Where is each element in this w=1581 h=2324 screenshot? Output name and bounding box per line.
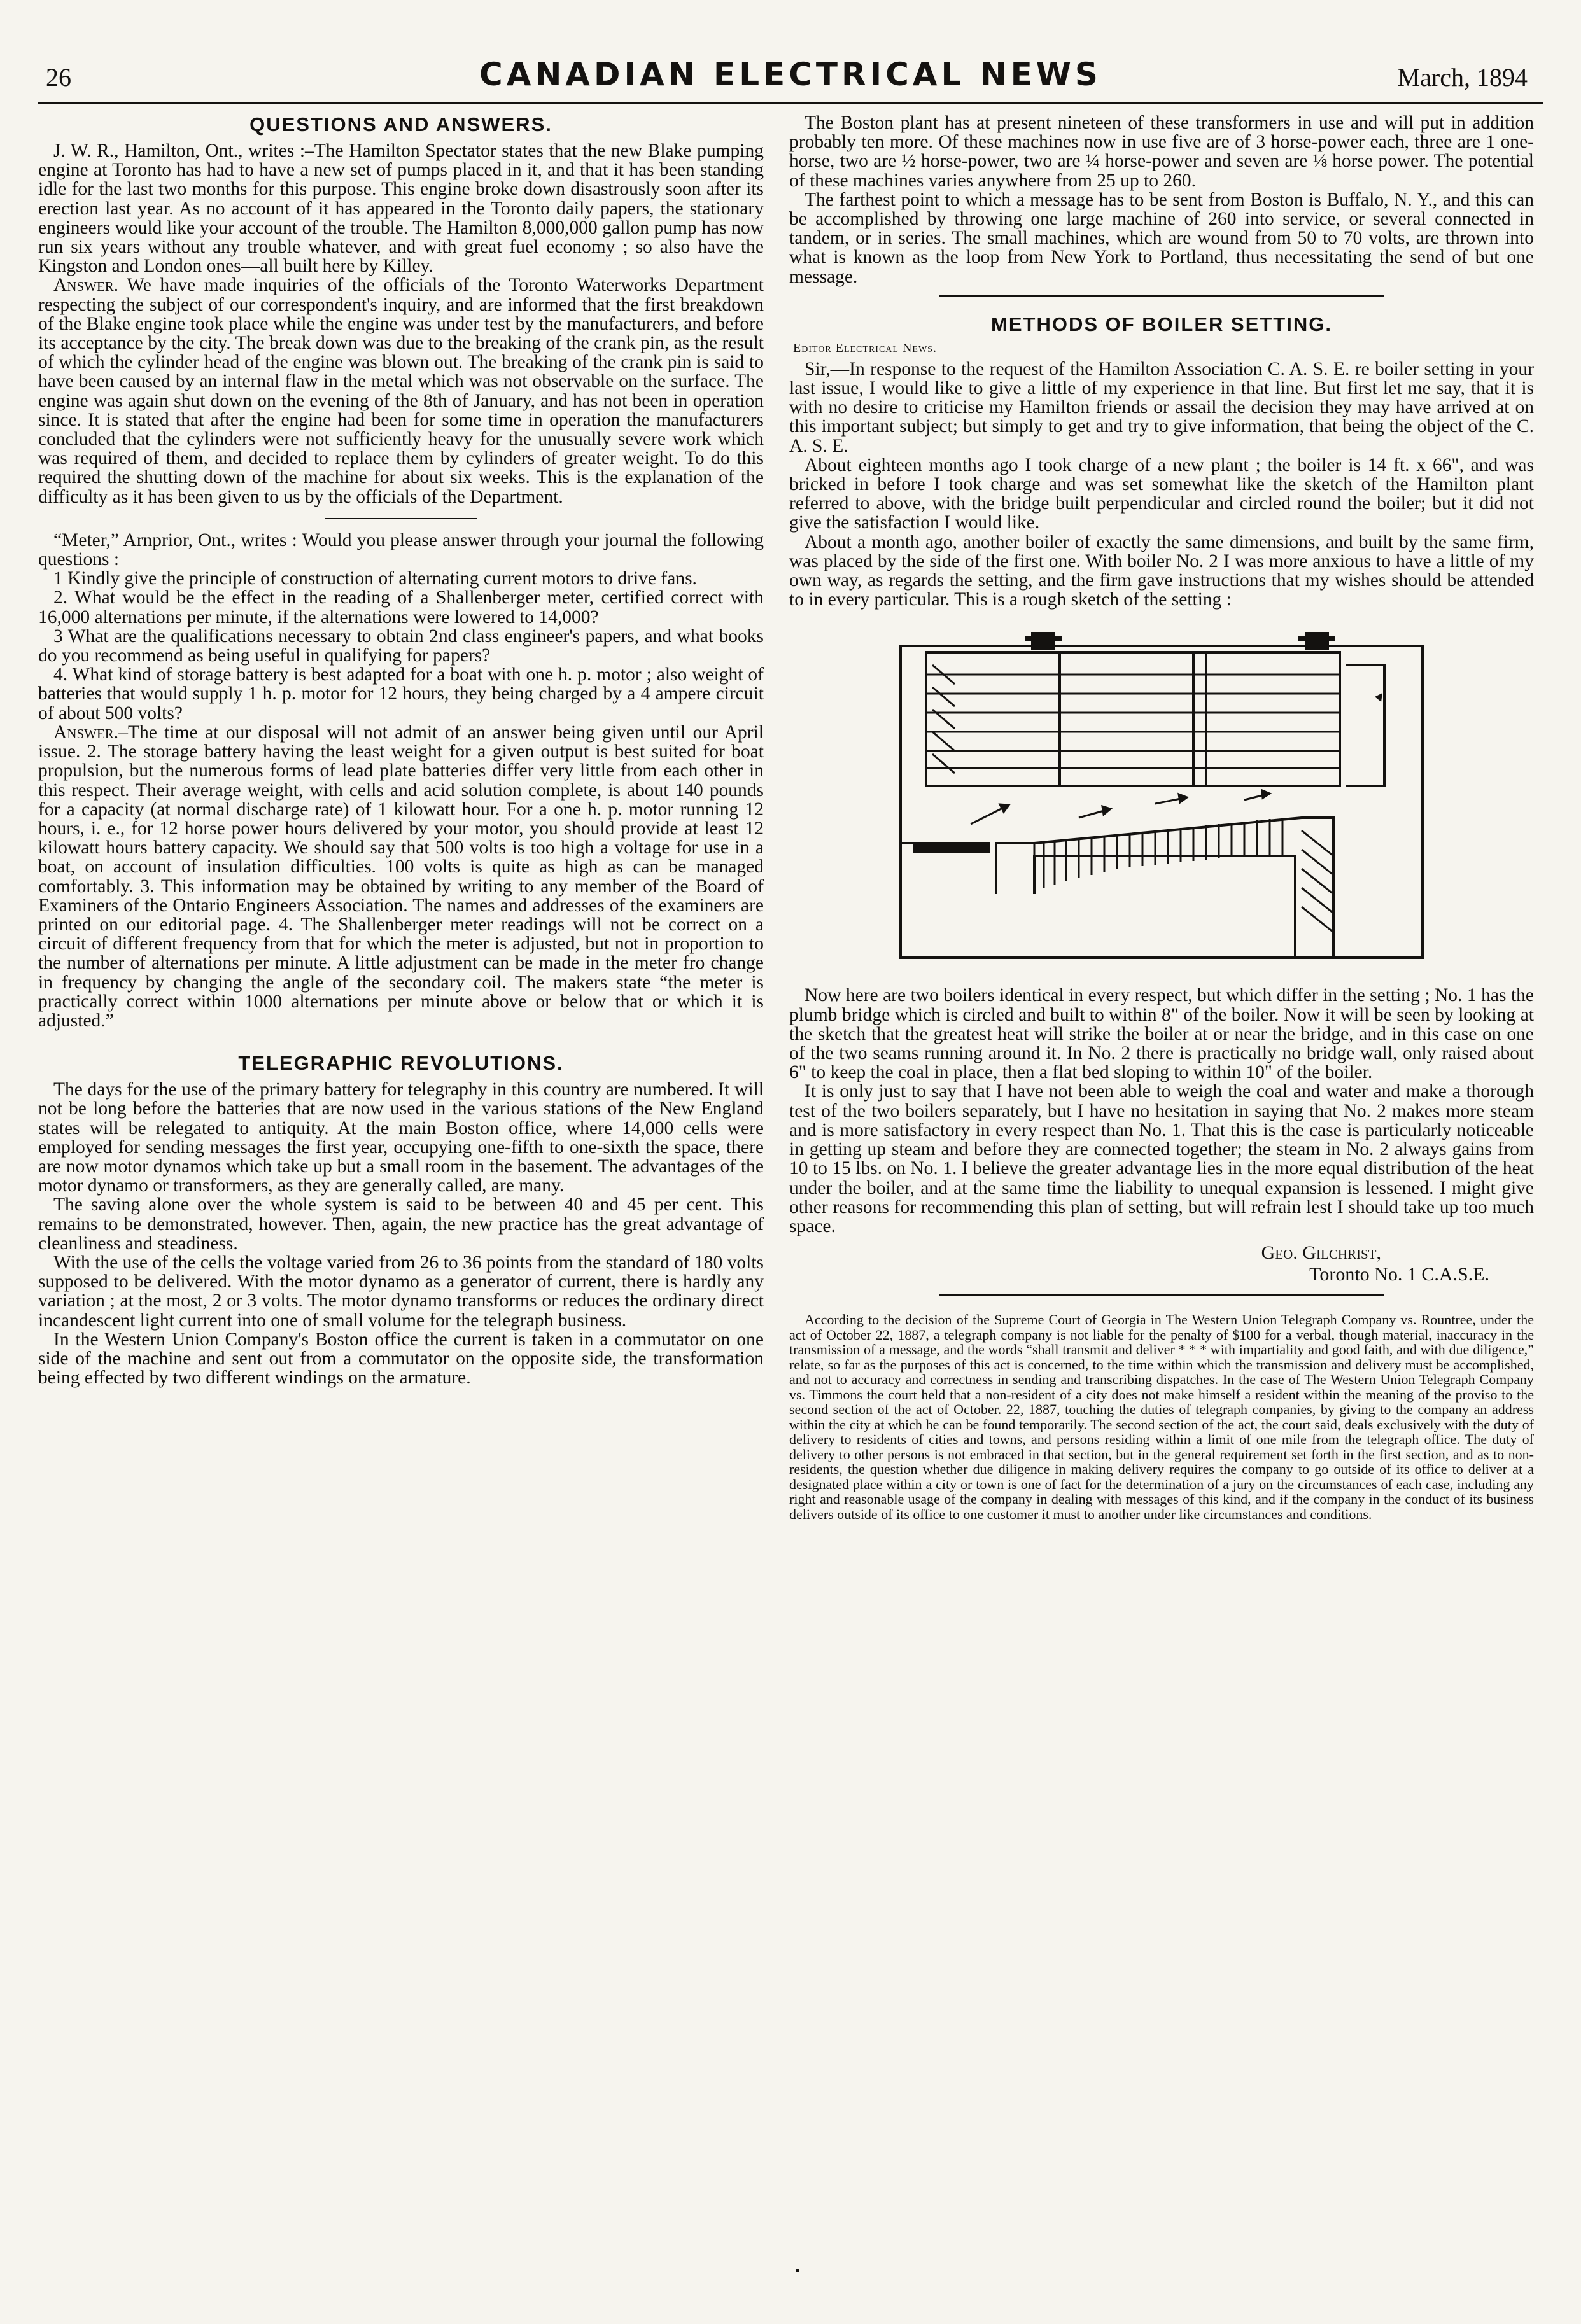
qa-question-1: J. W. R., Hamilton, Ont., writes :–The Hamilton Spectator states that the new Blake pumping engine at Toronto has had to have a new set of pumps placed in it, and that it has been standing idle for the last two months for this purpose. This engine broke down disastrously soon after its erection last year. As no account of it has appeared in the Toronto daily papers, the stationary engineers would like your account of the trouble. The Hamilton 8,000,000 gallon pump has now run six years without any trouble whatever, and with great fuel economy ; so also have the Kingston and London ones—all built here by Killey. <box>38 141 764 277</box>
header-rule <box>38 102 1543 104</box>
telegraphic-para: In the Western Union Company's Boston office the current is taken in a commutator on one side of the machine and sent out from a commutator on the opposite side, the transformation being effected by two different windings on the armature. <box>38 1329 764 1389</box>
section-rule <box>939 295 1384 304</box>
page-mark <box>796 2269 799 2272</box>
qa-answer-2 <box>38 723 764 1030</box>
boiler-heading: METHODS OF BOILER SETTING. <box>991 312 1332 335</box>
qa-answer-2-text: –The time at our disposal will not admit of an answer being given until our April issue. 2. The storage battery having the least weight for a given output is best suited for boat propulsion, but the numerous forms of lead plate batteries differ very little from each other in this respect. Their average weight, with cells and acid solution complete, is about 140 pounds for a capacity (at normal discharge rate) of 1 kilowatt hour. For a one h. p. motor running 12 hours, i. e., for 12 horse power hours delivered by your motor, you should provide at least 12 kilowatt hours battery capacity. We should say that 500 volts is too high a voltage for use in a boat, on account of insulation difficulties. 100 volts is quite as high as can be managed comfortably. 3. This information may be obtained by writing to any member of the Board of Examiners of the Ontario Engineers Association. The names and addresses of the examiners are printed on our editorial page. 4. The Shallenberger meter readings will not be correct on a circuit of different frequency from that for which the meter is adjusted, but not in proportion to the number of alternations per minute. A little adjustment can be made in the meter fro change in frequency by changing the angle of the secondary coil. The makers state “the meter is practically correct within 1000 alternations per minute above or below that or which it is adjusted.” <box>38 722 764 1031</box>
qa-question-2-intro: “Meter,” Arnprior, Ont., writes : Would you please answer through your journal the following questions : <box>38 529 764 570</box>
answer-label: Answer. <box>53 722 119 743</box>
qa-question-item: 4. What kind of storage battery is best adapted for a boat with one h. p. motor ; also weight of batteries that would supply 1 h. p. motor for 12 hours, they being charged by a 4 ampere circuit of about 500 volts? <box>38 664 764 724</box>
footnote <box>789 1312 1534 1522</box>
footnote-rule <box>939 1294 1384 1303</box>
boiler-para: About eighteen months ago I took charge of a new plant ; the boiler is 14 ft. x 66", and was bricked in before I took charge and was set somewhat like the sketch of the Hamilton plant referred to above, with the bridge built perpendicular and circled round the boiler; but it did not give the satisfaction I would like. <box>789 454 1534 533</box>
qa-question-item: 3 What are the qualifications necessary to obtain 2nd class engineer's papers, and what books do you recommend as being useful in qualifying for papers? <box>38 626 764 666</box>
signature-place: Toronto No. 1 C.A.S.E. <box>1309 1264 1489 1285</box>
telegraphic-para: With the use of the cells the voltage varied from 26 to 36 points from the standard of 180 volts supposed to be delivered. With the motor dynamo as a generator of current, there is hardly any variation ; at the most, 2 or 3 volts. The motor dynamo transforms or reduces the ordinary direct incandescent light current into one of small volume for the telegraph business. <box>38 1252 764 1331</box>
short-divider <box>325 518 477 519</box>
telegraphic-continued-para: The farthest point to which a message has to be sent from Boston is Buffalo, N. Y., and this can be accomplished by throwing one large machine of 260 into service, or several connected in tandem, or in series. The small machines, which are wound from 50 to 70 volts, are thrown into what is known as the loop from New York to Portland, thus necessitating the send of but one message. <box>789 189 1534 287</box>
qa-heading: QUESTIONS AND ANSWERS. <box>249 113 552 136</box>
left-column <box>38 113 764 1387</box>
qa-answer-1 <box>38 276 764 506</box>
telegraphic-para: The saving alone over the whole system is said to be between 40 and 45 per cent. This remains to be demonstrated, however. Then, again, the new practice has the great advantage of cleanliness and steadiness. <box>38 1194 764 1254</box>
signature <box>789 1242 1534 1285</box>
answer-label: Answer. <box>53 275 119 296</box>
telegraphic-continued-para: The Boston plant has at present nineteen of these transformers in use and will put in addition probably ten more. Of these machines now in use five are of 3 horse-power each, three are 1 one-horse, two are ½ horse-power, two are ¼ horse-power and seven are ⅛ horse power. The potential of these machines varies anywhere from 25 up to 260. <box>789 113 1534 191</box>
right-column <box>789 113 1534 1522</box>
signature-name: Geo. Gilchrist, <box>1261 1242 1381 1264</box>
footnote-text: According to the decision of the Supreme Court of Georgia in The Western Union Telegraph Company vs. Rountree, under the act of October 22, 1887, a telegraph company is not liable for the penalty of $100 for a verbal, though material, inaccuracy in the transmission of a message, and the words “shall transmit and deliver * * * with impartiality and good faith, and with due diligence,” relate, so far as the purposes of this act is concerned, to the time within which the transmission and delivery must be accomplished, and not to accuracy and correctness in sending and transcribing dispatches. In the case of The Western Union Telegraph Company vs. Timmons the court held that a non-resident of a city does not make himself a resident within the meaning of the proviso to the second section of the act of October. 22, 1887, touching the duties of telegraph companies, by giving to the company an address within the city at which he can be found temporarily. The second section of the act, the court said, deals exclusively with the duty of delivery to residents of cities and towns, and persons residing within a limit of one mile from the telegraph office. The duty of delivery to other persons is not embraced in that section, but in the general requirement set forth in the first section, and as to non-residents, the question whether due diligence in making delivery requires the company to go outside of its office to deliver at a designated place within a city or town is one of fact for the determination of a jury on the circumstances of each case, including any right and reasonable usage of the company in dealing with messages of this kind, and if the company in the conduct of its business delivers outside of its office to one customer it must to another under like circumstances and conditions. <box>789 1312 1534 1522</box>
boiler-setting-sketch <box>888 627 1435 970</box>
boiler-para: Sir,—In response to the request of the Hamilton Association C. A. S. E. re boiler setting in your last issue, I would like to give a little of my experience in that line. But first let me say, that it is with no desire to criticise my Hamilton friends or assail the decision they may have arrived at on this important subject; but simply to get and try to give information, that being the object of the C. A. S. E. <box>789 358 1534 456</box>
boiler-para: About a month ago, another boiler of exactly the same dimensions, and built by the same firm, was placed by the side of the first one. With boiler No. 2 I was more anxious to have a little of my own way, as regards the setting, and the firm gave instructions that my wishes should be attended to in every particular. This is a rough sketch of the setting : <box>789 531 1534 610</box>
telegraphic-heading: TELEGRAPHIC REVOLUTIONS. <box>238 1052 564 1075</box>
boiler-para: Now here are two boilers identical in every respect, but which differ in the setting ; No. 1 has the plumb bridge which is circled and built to within 8" of the boiler. Now it will be seen by looking at the sketch that the greatest heat will strike the boiler at or near the bridge, and in this case on one of the two seams running around it. In No. 2 there is practically no bridge wall, only raised about 6" to keep the coal in place, then a flat bed sloping to within 10" of the boiler. <box>789 985 1534 1083</box>
editor-line: Editor Electrical News. <box>793 340 937 355</box>
qa-question-item: 2. What would be the effect in the reading of a Shallenberger meter, certified correct with 16,000 alternations per minute, if the alternations were lowered to 14,000? <box>38 587 764 627</box>
qa-question-item: 1 Kindly give the principle of construction of alternating current motors to drive fans. <box>53 568 697 589</box>
masthead: CANADIAN ELECTRICAL NEWS <box>479 56 1102 93</box>
issue-date: March, 1894 <box>1397 63 1528 92</box>
boiler-para: It is only just to say that I have not been able to weigh the coal and water and make a thorough test of the two boilers separately, but I have no hesitation in saying that No. 2 makes more steam and is more satisfactory in every respect than No. 1. That this is the case is particularly noticeable in getting up steam and before they are connected together; the steam in No. 2 always gains from 10 to 15 lbs. on No. 1. I believe the greater advantage lies in the more equal distribution of the heat under the boiler, and at the same time the liability to unequal expansion is lessened. I might give other reasons for recommending this plan of setting, but will refrain lest I should take up too much space. <box>789 1081 1534 1236</box>
page-number: 26 <box>46 63 71 92</box>
telegraphic-para: The days for the use of the primary battery for telegraphy in this country are numbered. It will not be long before the batteries that are now used in the various stations of the New England states will be relegated to antiquity. At the main Boston office, where 14,000 cells were employed for sending messages the first year, occupying one-fifth to one-sixth the space, there are now motor dynamos which take up but a small room in the basement. The advantages of the motor dynamo or transformers, as they are generally called, are many. <box>38 1079 764 1196</box>
qa-answer-1-text: We have made inquiries of the officials of the Toronto Waterworks Department respecting the subject of our correspondent's inquiry, and are informed that the first breakdown of the Blake engine took place while the engine was under test by the manufacturers, and before its acceptance by the city. The break down was due to the breaking of the crank pin, as the result of which the cylinder head of the engine was blown out. The breaking of the crank pin is said to have been caused by an internal flaw in the metal which was not observable on the surface. The engine was again shut down on the evening of the 8th of January, and has not been in operation since. It is stated that after the engine had been for some time in operation the manufacturers concluded that the cylinders were not sufficiently heavy for the unusually severe work which was required of them, and decided to replace them by cylinders of greater weight. To do this required the shutting down of the machine for about six weeks. This is the explanation of the difficulty as it has been given to us by the officials of the Department. <box>38 275 764 507</box>
page-header <box>38 56 1543 101</box>
